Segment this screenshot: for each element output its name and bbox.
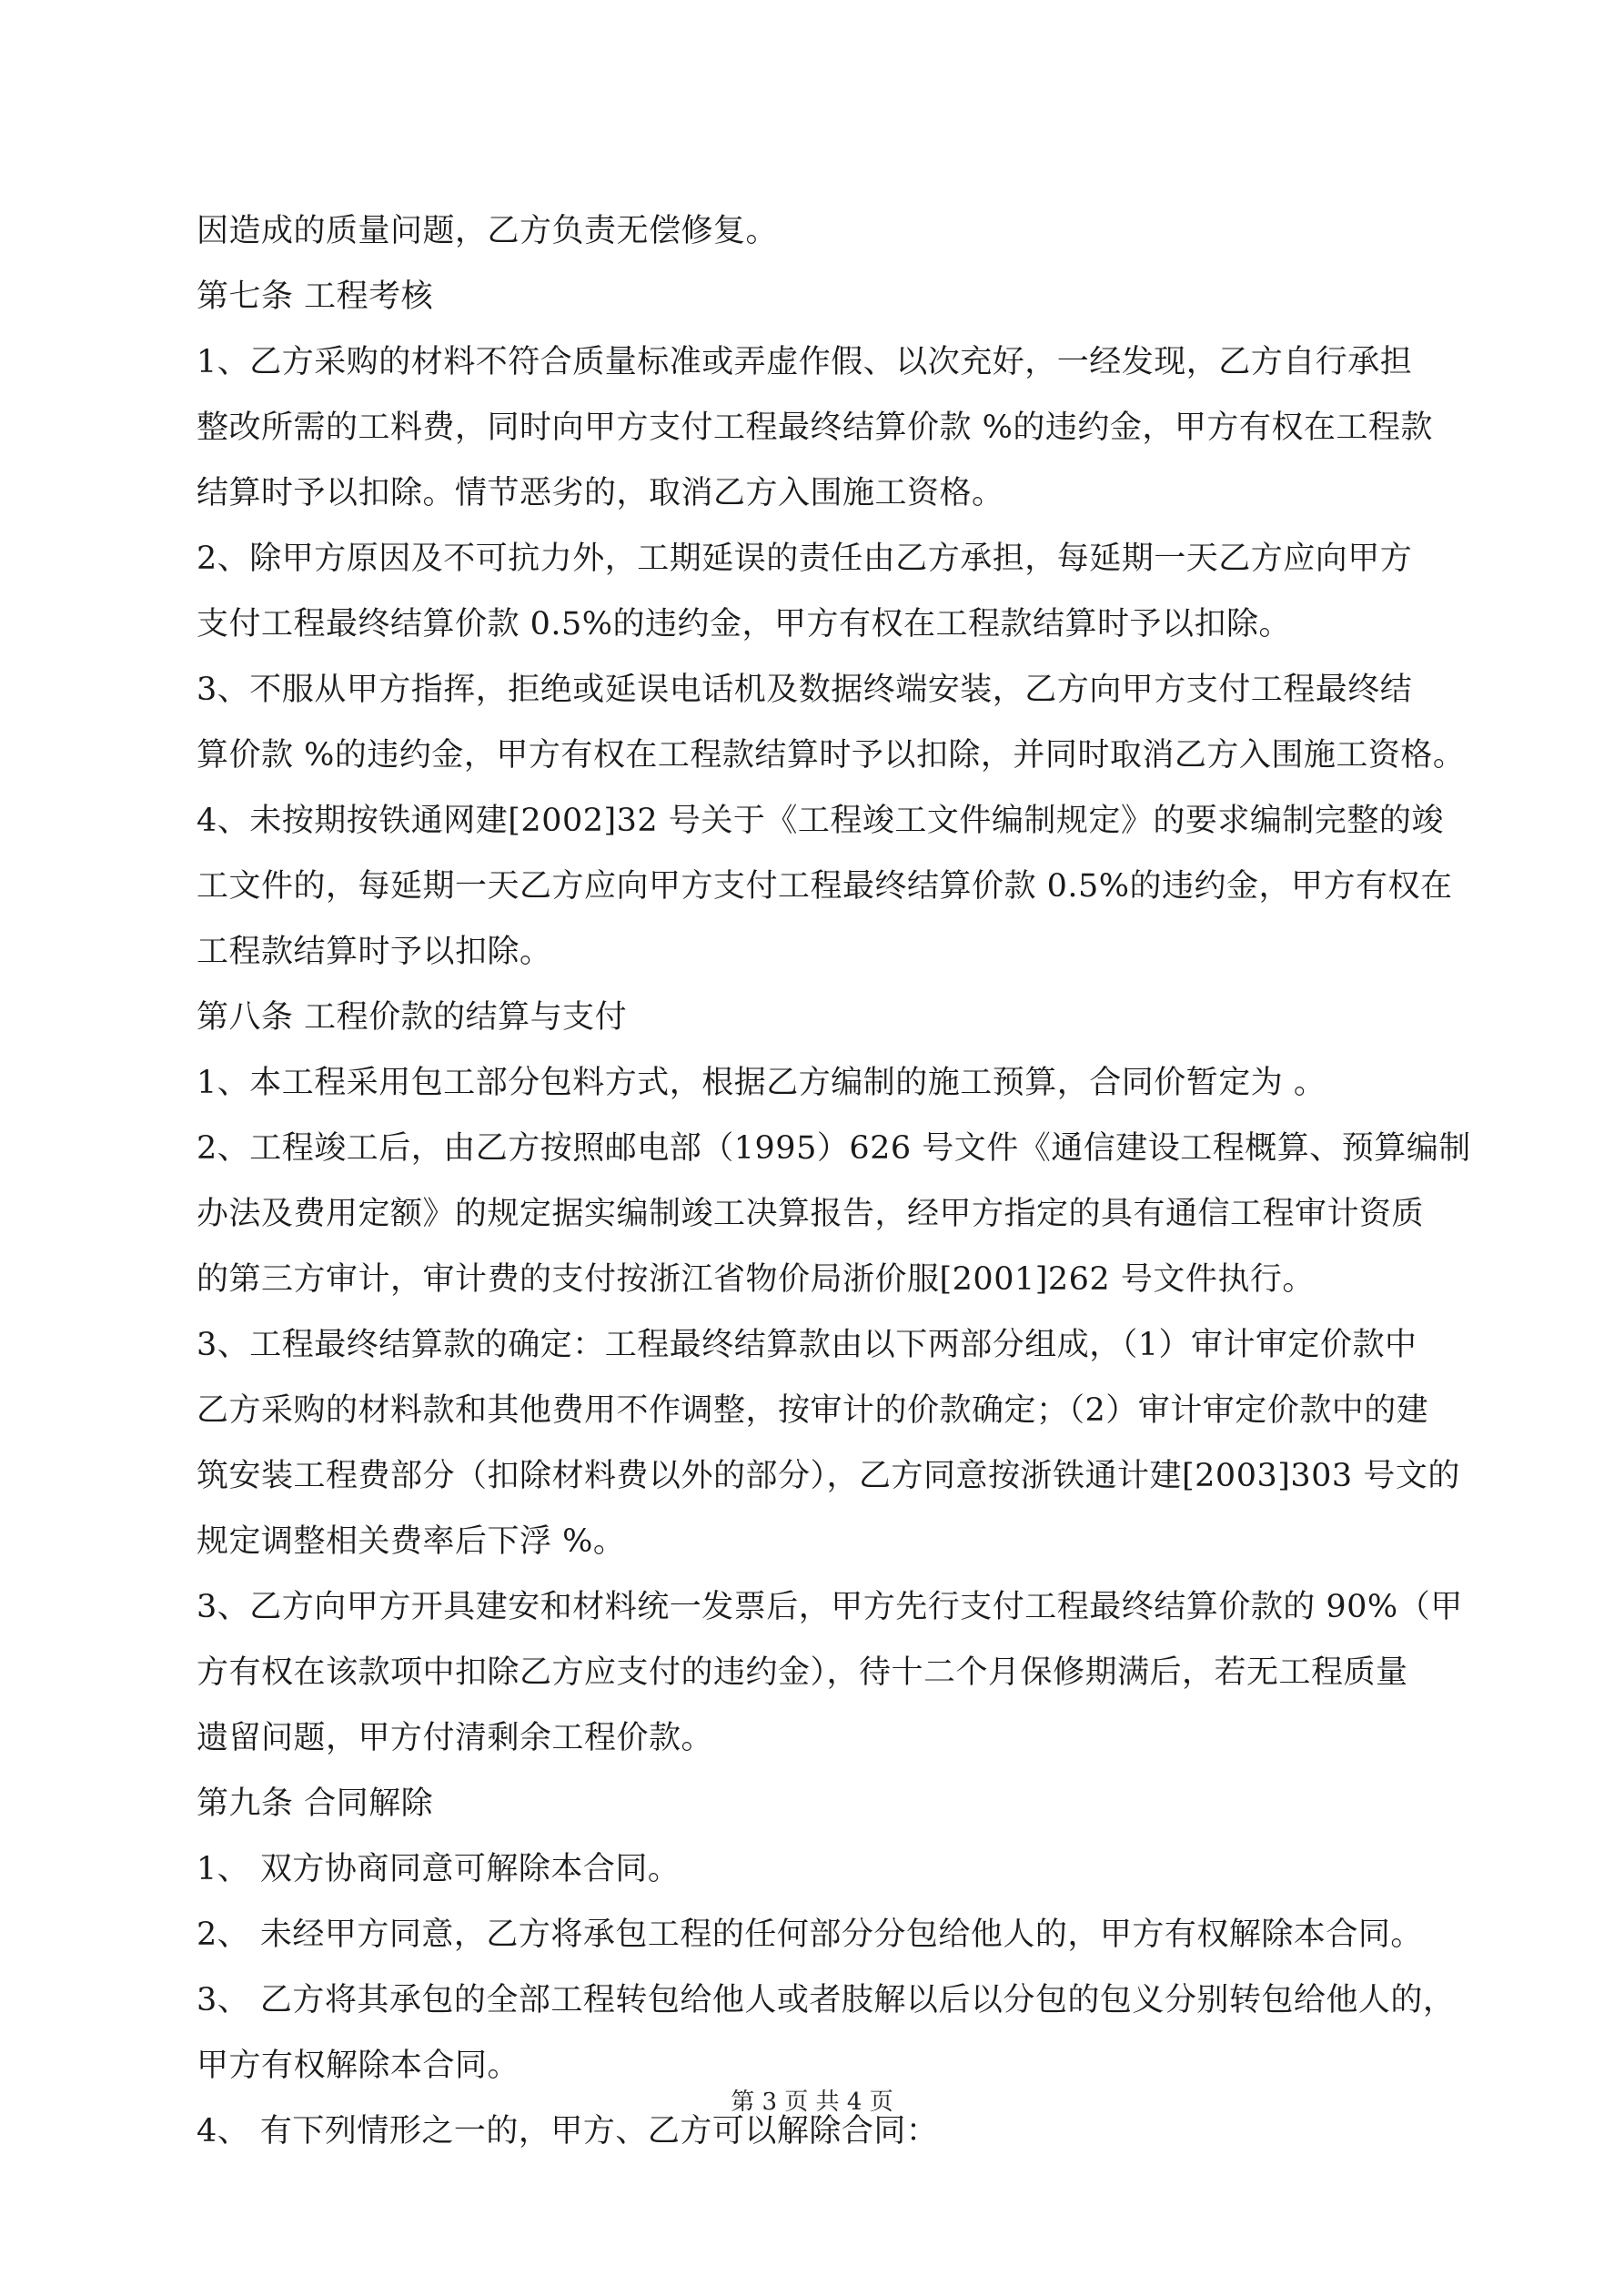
text-line: 的第三方审计，审计费的支付按浙江省物价局浙价服[2001]262 号文件执行。 [197, 1261, 1315, 1298]
page-number-footer: 第 3 页 共 4 页 [731, 2089, 893, 2116]
text-line: 办法及费用定额》的规定据实编制竣工决算报告，经甲方指定的具有通信工程审计资质 [197, 1196, 1425, 1232]
text-line: 结算时予以扣除。情节恶劣的，取消乙方入围施工资格。 [197, 475, 1004, 511]
text-line: 4、 有下列情形之一的，甲方、乙方可以解除合同： [197, 2113, 939, 2149]
text-line: 支付工程最终结算价款 0.5%的违约金，甲方有权在工程款结算时予以扣除。 [197, 606, 1292, 642]
text-line: 工文件的，每延期一天乙方应向甲方支付工程最终结算价款 0.5%的违约金，甲方有权在 [197, 868, 1453, 905]
text-line: 整改所需的工料费，同时向甲方支付工程最终结算价款 %的违约金，甲方有权在工程款 [197, 410, 1433, 446]
section-heading-article-7: 第七条 工程考核 [197, 278, 434, 315]
section-heading-article-9: 第九条 合同解除 [197, 1785, 434, 1822]
text-line: 算价款 %的违约金，甲方有权在工程款结算时予以扣除，并同时取消乙方入围施工资格。 [197, 737, 1466, 774]
text-line: 甲方有权解除本合同。 [197, 2048, 520, 2084]
text-line: 因造成的质量问题，乙方负责无偿修复。 [197, 213, 779, 249]
text-line: 3、 乙方将其承包的全部工程转包给他人或者肢解以后以分包的包义分别转包给他人的， [197, 1982, 1456, 2018]
text-line: 工程款结算时予以扣除。 [197, 934, 552, 970]
text-line: 2、除甲方原因及不可抗力外，工期延误的责任由乙方承担，每延期一天乙方应向甲方 [197, 541, 1413, 577]
text-line: 乙方采购的材料款和其他费用不作调整，按审计的价款确定；（2）审计审定价款中的建 [197, 1392, 1429, 1429]
text-line: 1、乙方采购的材料不符合质量标准或弄虚作假、以次充好，一经发现，乙方自行承担 [197, 344, 1413, 380]
document-body [197, 198, 1471, 2164]
text-line: 2、工程竣工后，由乙方按照邮电部（1995）626 号文件《通信建设工程概算、预算编制 [197, 1130, 1471, 1167]
text-line: 3、乙方向甲方开具建安和材料统一发票后，甲方先行支付工程最终结算价款的 90%（甲 [197, 1589, 1463, 1625]
text-line: 3、不服从甲方指挥，拒绝或延误电话机及数据终端安装，乙方向甲方支付工程最终结 [197, 672, 1413, 708]
text-line: 规定调整相关费率后下浮 %。 [197, 1523, 626, 1560]
text-line: 筑安装工程费部分（扣除材料费以外的部分），乙方同意按浙铁通计建[2003]303 号文的 [197, 1458, 1460, 1494]
text-line: 4、未按期按铁通网建[2002]32 号关于《工程竣工文件编制规定》的要求编制完整的竣 [197, 803, 1444, 839]
section-heading-article-8: 第八条 工程价款的结算与支付 [197, 999, 628, 1036]
text-line: 1、 双方协商同意可解除本合同。 [197, 1851, 681, 1887]
text-line: 1、本工程采用包工部分包料方式，根据乙方编制的施工预算，合同价暂定为 。 [197, 1065, 1326, 1101]
text-line: 遗留问题，甲方付清剩余工程价款。 [197, 1720, 714, 1756]
text-line: 2、 未经甲方同意，乙方将承包工程的任何部分分包给他人的，甲方有权解除本合同。 [197, 1917, 1423, 1953]
text-line: 方有权在该款项中扣除乙方应支付的违约金），待十二个月保修期满后，若无工程质量 [197, 1654, 1408, 1691]
text-line: 3、工程最终结算款的确定：工程最终结算款由以下两部分组成，（1）审计审定价款中 [197, 1327, 1417, 1363]
